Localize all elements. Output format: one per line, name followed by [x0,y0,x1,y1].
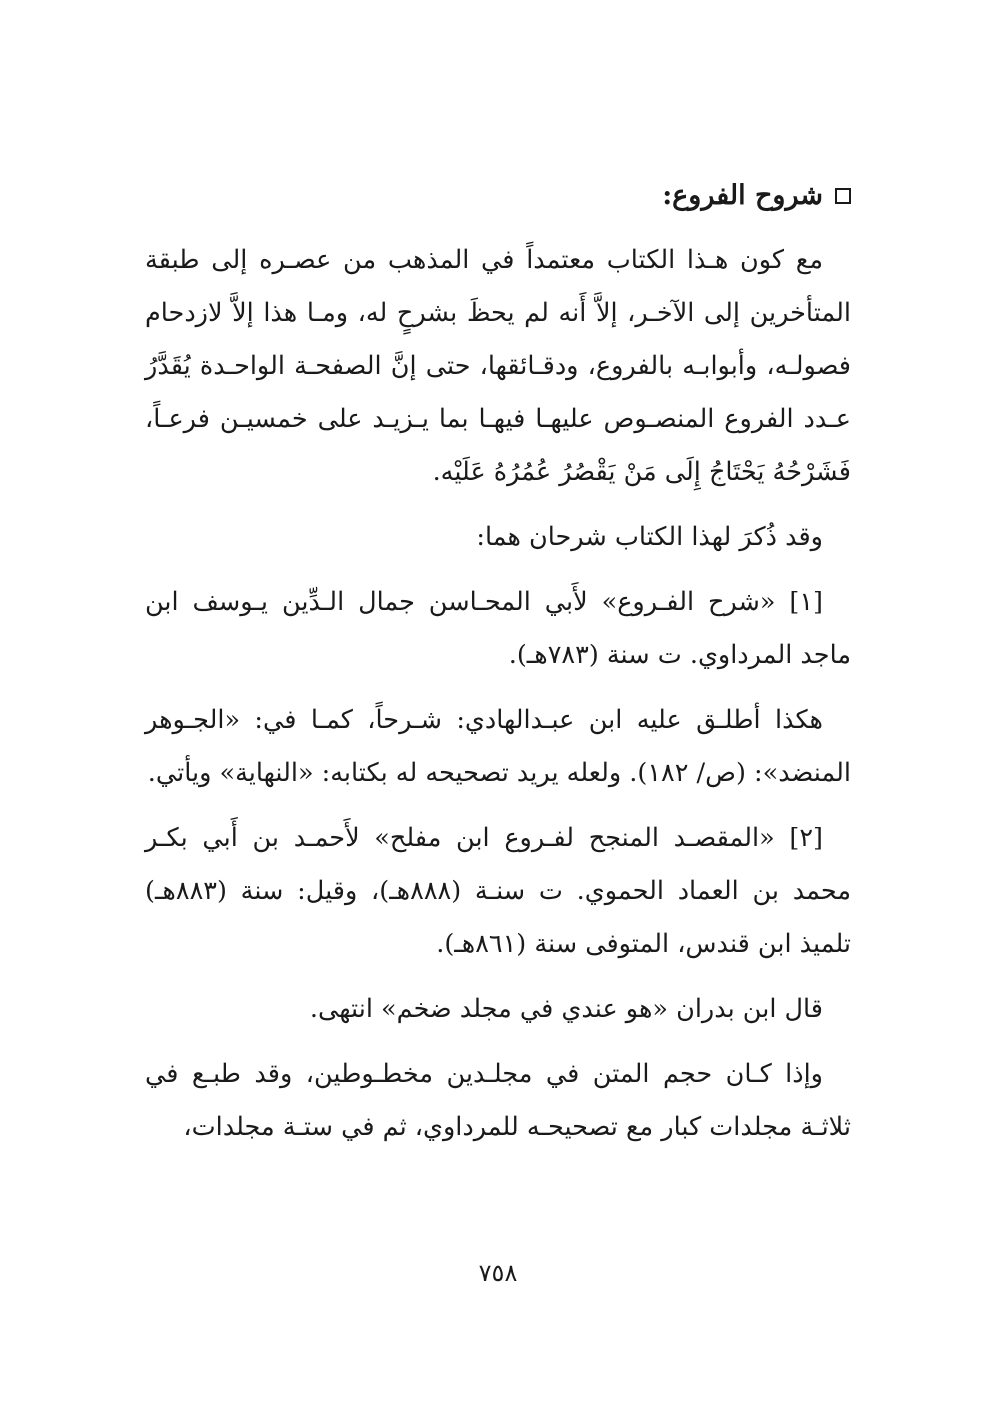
page-content [145,178,851,1166]
paragraph-item-2: [٢] «المقصـد المنجح لفـروع ابن مفلح» لأَحمـد بن أَبي بكـر محمد بن العماد الحموي. ت سنـة (٨٨٨هـ)، وقيل: سنة (٨٨٣هـ) تلميذ ابن قندس، المتوفى سنة (٨٦١هـ). [145,823,851,959]
page-number: ٧٥٨ [478,1259,518,1287]
paragraph-quote: قال ابن بدران «هو عندي في مجلد ضخم» انتهى. [309,994,823,1024]
paragraph-volumes: وإذا كـان حجم المتن في مجلـدين مخطـوطين، وقد طبـع في ثلاثـة مجلدات كبار مع تصحيحـه للمرداوي، ثم في ستـة مجلدات، [145,1059,851,1142]
paragraph-note-1: هكذا أطلـق عليه ابن عبـدالهادي: شـرحاً، كمـا في: «الجـوهر المنضد»: (ص/ ١٨٢). ولعله يريد تصحيحه له بكتابه: «النهاية» ويأتي. [145,705,851,788]
paragraph-intro: مع كون هـذا الكتاب معتمداً في المذهب من عصـره إلى طبقة المتأخرين إلى الآخـر، إلاَّ أَنه لم يحظَ بشرحٍ له، ومـا هذا إلاَّ لازدحام فصولـه، وأبوابـه بالفروع، ودقـائقها، حتى إنَّ الصفحـة الواحـدة يُقَدَّرُ عـدد الفروع المنصـوص عليهـا فيهـا بما يـزيـد على خمسيـن فرعـاً، فَشَرْحُهُ يَحْتَاجُ إِلَى مَنْ يَقْصُرُ عُمُرُهُ عَلَيْه. [145,245,851,487]
paragraph-two-commentaries: وقد ذُكرَ لهذا الكتاب شرحان هما: [476,522,823,552]
square-icon [835,188,851,204]
section-heading-text: شروح الفروع: [662,180,823,211]
paragraph-item-1: [١] «شرح الفـروع» لأَبي المحـاسن جمال الـدِّين يـوسف ابن ماجد المرداوي. ت سنة (٧٨٣هـ). [145,587,851,670]
section-heading [145,178,851,214]
